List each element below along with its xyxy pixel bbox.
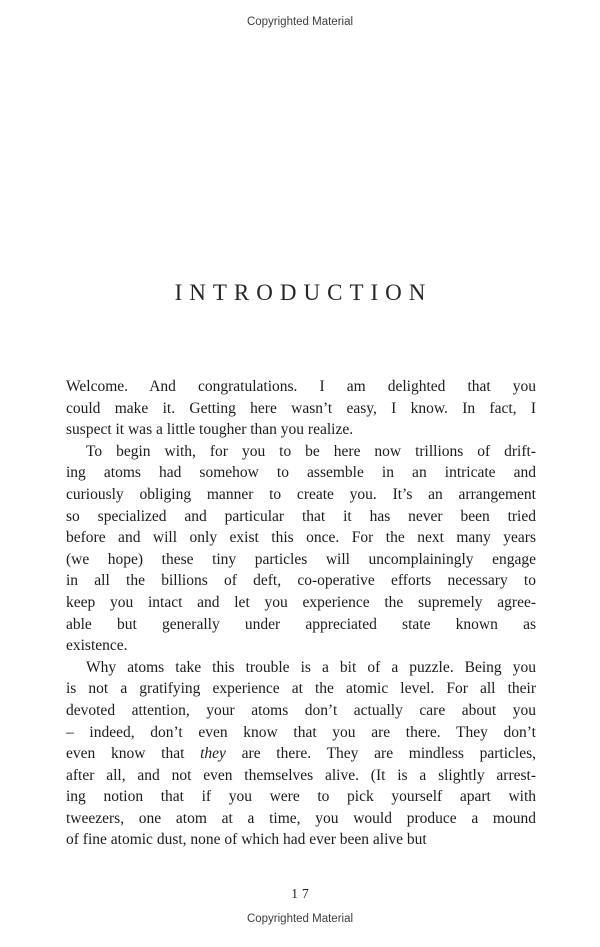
text-line: (we hope) these tiny particles will uncomplainingly engage [66,550,536,568]
text-line: after all, and not even themselves alive. (It is a slightly arrest- [66,766,536,784]
text-line: suspect it was a little tougher than you realize. [66,421,354,439]
paragraph [66,657,536,851]
text-line: – indeed, don’t even know that you are there. They don’t [66,723,536,741]
text-line: ing atoms had somehow to assemble in an intricate and [66,464,536,482]
text-line: To begin with, for you to be here now trillions of drift- [86,442,536,460]
copyright-notice-top: Copyrighted Material [246,16,354,28]
text-line: tweezers, one atom at a time, you would produce a mound [66,809,536,827]
text-line: existence. [66,637,128,655]
text-line: curiously obliging manner to create you. It’s an arrangement [66,485,536,503]
text-line: so specialized and particular that it has never been tried [66,507,536,525]
text-line: could make it. Getting here wasn’t easy, I know. In fact, I [66,399,536,417]
text-line: Welcome. And congratulations. I am delighted that you [66,378,536,395]
copyright-notice-bottom: Copyrighted Material [246,913,354,925]
text-line: before and will only exist this once. For the next many years [66,529,536,547]
paragraph [66,376,536,441]
text-line: Why atoms take this trouble is a bit of a puzzle. Being you [86,658,536,676]
text-line: is not a gratifying experience at the atomic level. For all their [66,680,536,698]
page-number: 17 [291,886,313,901]
text-line: devoted attention, your atoms don’t actually care about you [66,701,536,719]
text-line: of fine atomic dust, none of which had ever been alive but [66,831,427,849]
text-line: keep you intact and let you experience the supremely agree- [66,593,536,611]
text-line: even know that they are there. They are mindless particles, [66,745,536,763]
text-line: able but generally under appreciated state known as [66,615,536,633]
text-line: in all the billions of deft, co-operative efforts necessary to [66,572,536,590]
paragraph [66,441,536,657]
chapter-title: INTRODUCTION [174,280,433,305]
text-line: ing notion that if you were to pick yourself apart with [66,788,536,806]
body-text [66,376,536,851]
